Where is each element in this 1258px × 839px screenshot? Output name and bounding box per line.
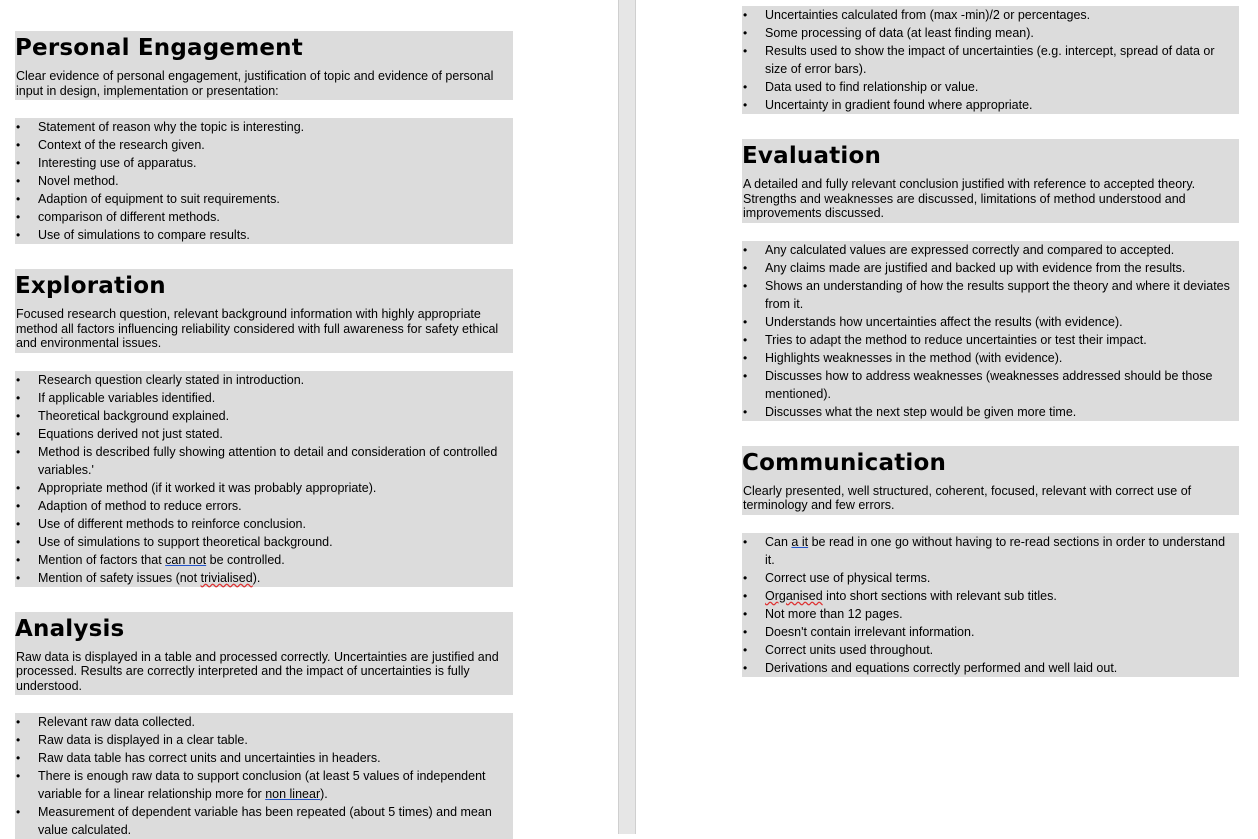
intro-communication: Clearly presented, well structured, coherent, focused, relevant with correct use of terminology and few errors. xyxy=(743,483,1192,512)
list-item: • Raw data table has correct units and uncertainties in headers. xyxy=(15,749,513,767)
heading-communication: Communication xyxy=(742,449,947,476)
list-item: • Organised into short sections with relevant sub titles. xyxy=(742,587,1239,605)
section-evaluation-header xyxy=(742,139,1239,223)
list-item: • Derivations and equations correctly performed and well laid out. xyxy=(742,659,1239,677)
list-item: • Discusses how to address weaknesses (weaknesses addressed should be those mentioned). xyxy=(742,367,1239,403)
heading-analysis: Analysis xyxy=(15,615,125,642)
intro-personal-engagement: Clear evidence of personal engagement, justification of topic and evidence of personal input in design, implementation or presentation: xyxy=(16,69,494,98)
list-item: • Correct use of physical terms. xyxy=(742,569,1239,587)
list-item: • Theoretical background explained. xyxy=(15,407,513,425)
grammar-flag[interactable]: a it xyxy=(791,534,809,549)
list-item: • Not more than 12 pages. xyxy=(742,605,1239,623)
list-item: • Discusses what the next step would be given more time. xyxy=(742,403,1239,421)
intro-exploration: Focused research question, relevant background information with highly appropriate method all factors influencing reliability considered with full awareness for safety ethical and environmental issues. xyxy=(16,307,499,350)
list-item: • Understands how uncertainties affect the results (with evidence). xyxy=(742,313,1239,331)
grammar-flag[interactable]: non linear xyxy=(265,787,321,801)
section-exploration-header xyxy=(15,269,513,353)
heading-personal-engagement: Personal Engagement xyxy=(15,35,303,61)
list-personal-engagement xyxy=(15,118,513,244)
list-item: • Correct units used throughout. xyxy=(742,641,1239,659)
list-item: • Use of different methods to reinforce conclusion. xyxy=(15,515,513,533)
list-item: • Some processing of data (at least finding mean). xyxy=(742,24,1239,42)
list-communication xyxy=(742,533,1239,677)
document-page-left[interactable] xyxy=(0,0,618,837)
list-item: • Mention of factors that can not be controlled. xyxy=(15,551,513,569)
list-item: • Use of simulations to support theoretical background. xyxy=(15,533,513,551)
list-item: • Uncertainties calculated from (max -min)/2 or percentages. xyxy=(742,6,1239,24)
intro-analysis: Raw data is displayed in a table and processed correctly. Uncertainties are justified and processed. Results are correctly interpreted and the impact of uncertainties is fully understood. xyxy=(16,649,499,693)
list-item: • If applicable variables identified. xyxy=(15,389,513,407)
list-item: • Raw data is displayed in a clear table. xyxy=(15,731,513,749)
list-analysis xyxy=(15,713,513,839)
list-item: • Highlights weaknesses in the method (with evidence). xyxy=(742,349,1239,367)
document-page-right[interactable] xyxy=(636,0,1258,834)
list-item: • Interesting use of apparatus. xyxy=(15,154,513,172)
list-item: • Method is described fully showing attention to detail and consideration of controlled variables.' xyxy=(15,443,513,479)
list-analysis-continued xyxy=(742,6,1239,114)
list-exploration xyxy=(15,371,513,587)
list-item: • Context of the research given. xyxy=(15,136,513,154)
list-item: • Tries to adapt the method to reduce uncertainties or test their impact. xyxy=(742,331,1239,349)
list-item: • There is enough raw data to support conclusion (at least 5 values of independent variable for a linear relationship more for non linear). xyxy=(15,767,513,803)
list-item: • Relevant raw data collected. xyxy=(15,713,513,731)
list-item: • Uncertainty in gradient found where appropriate. xyxy=(742,96,1239,114)
heading-evaluation: Evaluation xyxy=(742,143,882,169)
page-gutter xyxy=(618,0,636,834)
list-item: • Equations derived not just stated. xyxy=(15,425,513,443)
list-item: • Doesn't contain irrelevant information. xyxy=(742,623,1239,641)
list-item: • comparison of different methods. xyxy=(15,208,513,226)
list-item: • Research question clearly stated in introduction. xyxy=(15,371,513,389)
list-item: • Results used to show the impact of uncertainties (e.g. intercept, spread of data or size of error bars). xyxy=(742,42,1239,78)
section-analysis-header xyxy=(15,612,513,696)
list-item: • Novel method. xyxy=(15,172,513,190)
list-item: • Adaption of equipment to suit requirements. xyxy=(15,190,513,208)
list-evaluation xyxy=(742,241,1239,421)
list-item: • Statement of reason why the topic is interesting. xyxy=(15,118,513,136)
list-item: • Can a it be read in one go without having to re-read sections in order to understand it. xyxy=(742,533,1239,569)
list-item: • Appropriate method (if it worked it was probably appropriate). xyxy=(15,479,513,497)
list-item: • Measurement of dependent variable has been repeated (about 5 times) and mean value calculated. xyxy=(15,803,513,839)
spelling-flag[interactable]: trivialised xyxy=(200,570,253,585)
list-item: • Adaption of method to reduce errors. xyxy=(15,497,513,515)
intro-evaluation: A detailed and fully relevant conclusion justified with reference to accepted theory. Strengths and weaknesses are discussed, limitations of method understood and improvements discussed. xyxy=(743,177,1196,220)
grammar-flag[interactable]: can not xyxy=(165,552,207,567)
section-personal-engagement-header xyxy=(15,31,513,100)
spelling-flag[interactable]: Organised xyxy=(765,588,823,603)
list-item: • Use of simulations to compare results. xyxy=(15,226,513,244)
heading-exploration: Exploration xyxy=(15,273,166,299)
list-item: • Any claims made are justified and backed up with evidence from the results. xyxy=(742,259,1239,277)
list-item: • Shows an understanding of how the results support the theory and where it deviates from it. xyxy=(742,277,1239,313)
section-communication-header xyxy=(742,446,1239,515)
list-item: • Mention of safety issues (not trivialised). xyxy=(15,569,513,587)
list-item: • Any calculated values are expressed correctly and compared to accepted. xyxy=(742,241,1239,259)
list-item: • Data used to find relationship or value. xyxy=(742,78,1239,96)
